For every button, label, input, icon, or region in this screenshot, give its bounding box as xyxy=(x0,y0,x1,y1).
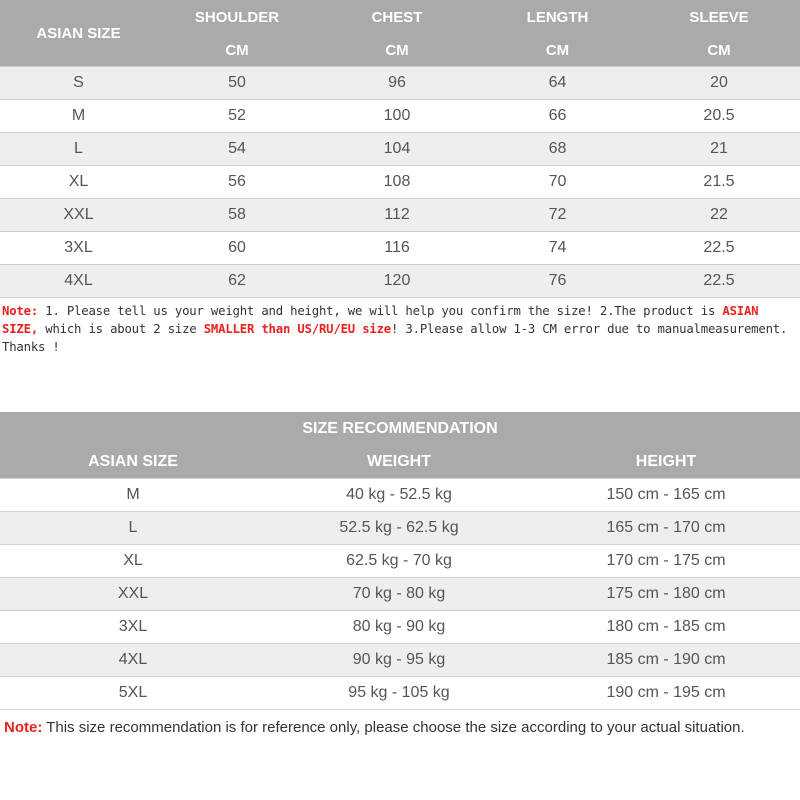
size-cell: L xyxy=(0,512,266,545)
table-row xyxy=(0,545,800,578)
header-height: HEIGHT xyxy=(532,445,800,479)
shoulder-cell: 62 xyxy=(157,265,317,298)
weight-cell: 90 kg - 95 kg xyxy=(266,644,532,677)
length-cell: 66 xyxy=(477,100,638,133)
header-shoulder: SHOULDER xyxy=(157,0,317,34)
header-length: LENGTH xyxy=(477,0,638,34)
length-cell: 76 xyxy=(477,265,638,298)
length-cell: 74 xyxy=(477,232,638,265)
chest-cell: 100 xyxy=(317,100,477,133)
size-cell: 4XL xyxy=(0,644,266,677)
size-cell: S xyxy=(0,67,157,100)
table-row xyxy=(0,677,800,710)
table-row xyxy=(0,100,800,133)
header-sleeve: SLEEVE xyxy=(638,0,800,34)
header-sleeve-unit: CM xyxy=(638,34,800,67)
size-cell: 3XL xyxy=(0,611,266,644)
size-cell: XXL xyxy=(0,578,266,611)
table-row xyxy=(0,644,800,677)
height-cell: 190 cm - 195 cm xyxy=(532,677,800,710)
shoulder-cell: 56 xyxy=(157,166,317,199)
note-asian-size: ASIAN SIZE, xyxy=(2,304,759,336)
shoulder-cell: 52 xyxy=(157,100,317,133)
weight-cell: 95 kg - 105 kg xyxy=(266,677,532,710)
sleeve-cell: 22.5 xyxy=(638,232,800,265)
size-chart-table xyxy=(0,0,800,298)
header-asian-size: ASIAN SIZE xyxy=(0,0,157,67)
table-row xyxy=(0,199,800,232)
weight-cell: 62.5 kg - 70 kg xyxy=(266,545,532,578)
chest-cell: 108 xyxy=(317,166,477,199)
weight-cell: 40 kg - 52.5 kg xyxy=(266,479,532,512)
size-cell: XXL xyxy=(0,199,157,232)
shoulder-cell: 58 xyxy=(157,199,317,232)
length-cell: 72 xyxy=(477,199,638,232)
height-cell: 180 cm - 185 cm xyxy=(532,611,800,644)
shoulder-cell: 60 xyxy=(157,232,317,265)
size-cell: XL xyxy=(0,545,266,578)
table-row xyxy=(0,232,800,265)
note-text-part-1: 1. Please tell us your weight and height, we will help you confirm the size! 2.The product is xyxy=(38,304,723,318)
height-cell: 170 cm - 175 cm xyxy=(532,545,800,578)
table-row xyxy=(0,166,800,199)
chest-cell: 120 xyxy=(317,265,477,298)
note-text-part-2: which is about 2 size xyxy=(38,322,204,336)
height-cell: 175 cm - 180 cm xyxy=(532,578,800,611)
size-cell: 5XL xyxy=(0,677,266,710)
note-text: This size recommendation is for reference only, please choose the size according to your actual situation. xyxy=(42,719,745,736)
size-chart-note xyxy=(2,302,798,356)
shoulder-cell: 54 xyxy=(157,133,317,166)
size-cell: 4XL xyxy=(0,265,157,298)
table-row xyxy=(0,578,800,611)
header-asian-size: ASIAN SIZE xyxy=(0,445,266,479)
table-row xyxy=(0,512,800,545)
weight-cell: 80 kg - 90 kg xyxy=(266,611,532,644)
header-shoulder-unit: CM xyxy=(157,34,317,67)
chest-cell: 104 xyxy=(317,133,477,166)
length-cell: 70 xyxy=(477,166,638,199)
header-chest-unit: CM xyxy=(317,34,477,67)
sleeve-cell: 22 xyxy=(638,199,800,232)
chest-cell: 112 xyxy=(317,199,477,232)
note-smaller-than: SMALLER than US/RU/EU size xyxy=(203,322,392,336)
header-weight: WEIGHT xyxy=(266,445,532,479)
size-cell: M xyxy=(0,479,266,512)
size-cell: 3XL xyxy=(0,232,157,265)
length-cell: 68 xyxy=(477,133,638,166)
recommendation-note xyxy=(4,718,794,738)
sleeve-cell: 22.5 xyxy=(638,265,800,298)
sleeve-cell: 20.5 xyxy=(638,100,800,133)
table-row xyxy=(0,265,800,298)
chest-cell: 96 xyxy=(317,67,477,100)
table-row xyxy=(0,611,800,644)
height-cell: 150 cm - 165 cm xyxy=(532,479,800,512)
sleeve-cell: 21 xyxy=(638,133,800,166)
height-cell: 165 cm - 170 cm xyxy=(532,512,800,545)
shoulder-cell: 50 xyxy=(157,67,317,100)
table-row xyxy=(0,67,800,100)
note-text-part-3: ! 3.Please allow 1-3 CM error due to manualmeasurement. Thanks ! xyxy=(2,322,788,354)
sleeve-cell: 20 xyxy=(638,67,800,100)
size-cell: M xyxy=(0,100,157,133)
weight-cell: 70 kg - 80 kg xyxy=(266,578,532,611)
recommendation-title: SIZE RECOMMENDATION xyxy=(0,412,800,445)
chest-cell: 116 xyxy=(317,232,477,265)
note-label: Note: xyxy=(4,719,43,736)
header-chest: CHEST xyxy=(317,0,477,34)
note-label: Note: xyxy=(2,304,39,318)
size-cell: L xyxy=(0,133,157,166)
size-recommendation-table xyxy=(0,412,800,710)
sleeve-cell: 21.5 xyxy=(638,166,800,199)
length-cell: 64 xyxy=(477,67,638,100)
table-row xyxy=(0,133,800,166)
height-cell: 185 cm - 190 cm xyxy=(532,644,800,677)
size-cell: XL xyxy=(0,166,157,199)
table-row xyxy=(0,479,800,512)
header-length-unit: CM xyxy=(477,34,638,67)
weight-cell: 52.5 kg - 62.5 kg xyxy=(266,512,532,545)
